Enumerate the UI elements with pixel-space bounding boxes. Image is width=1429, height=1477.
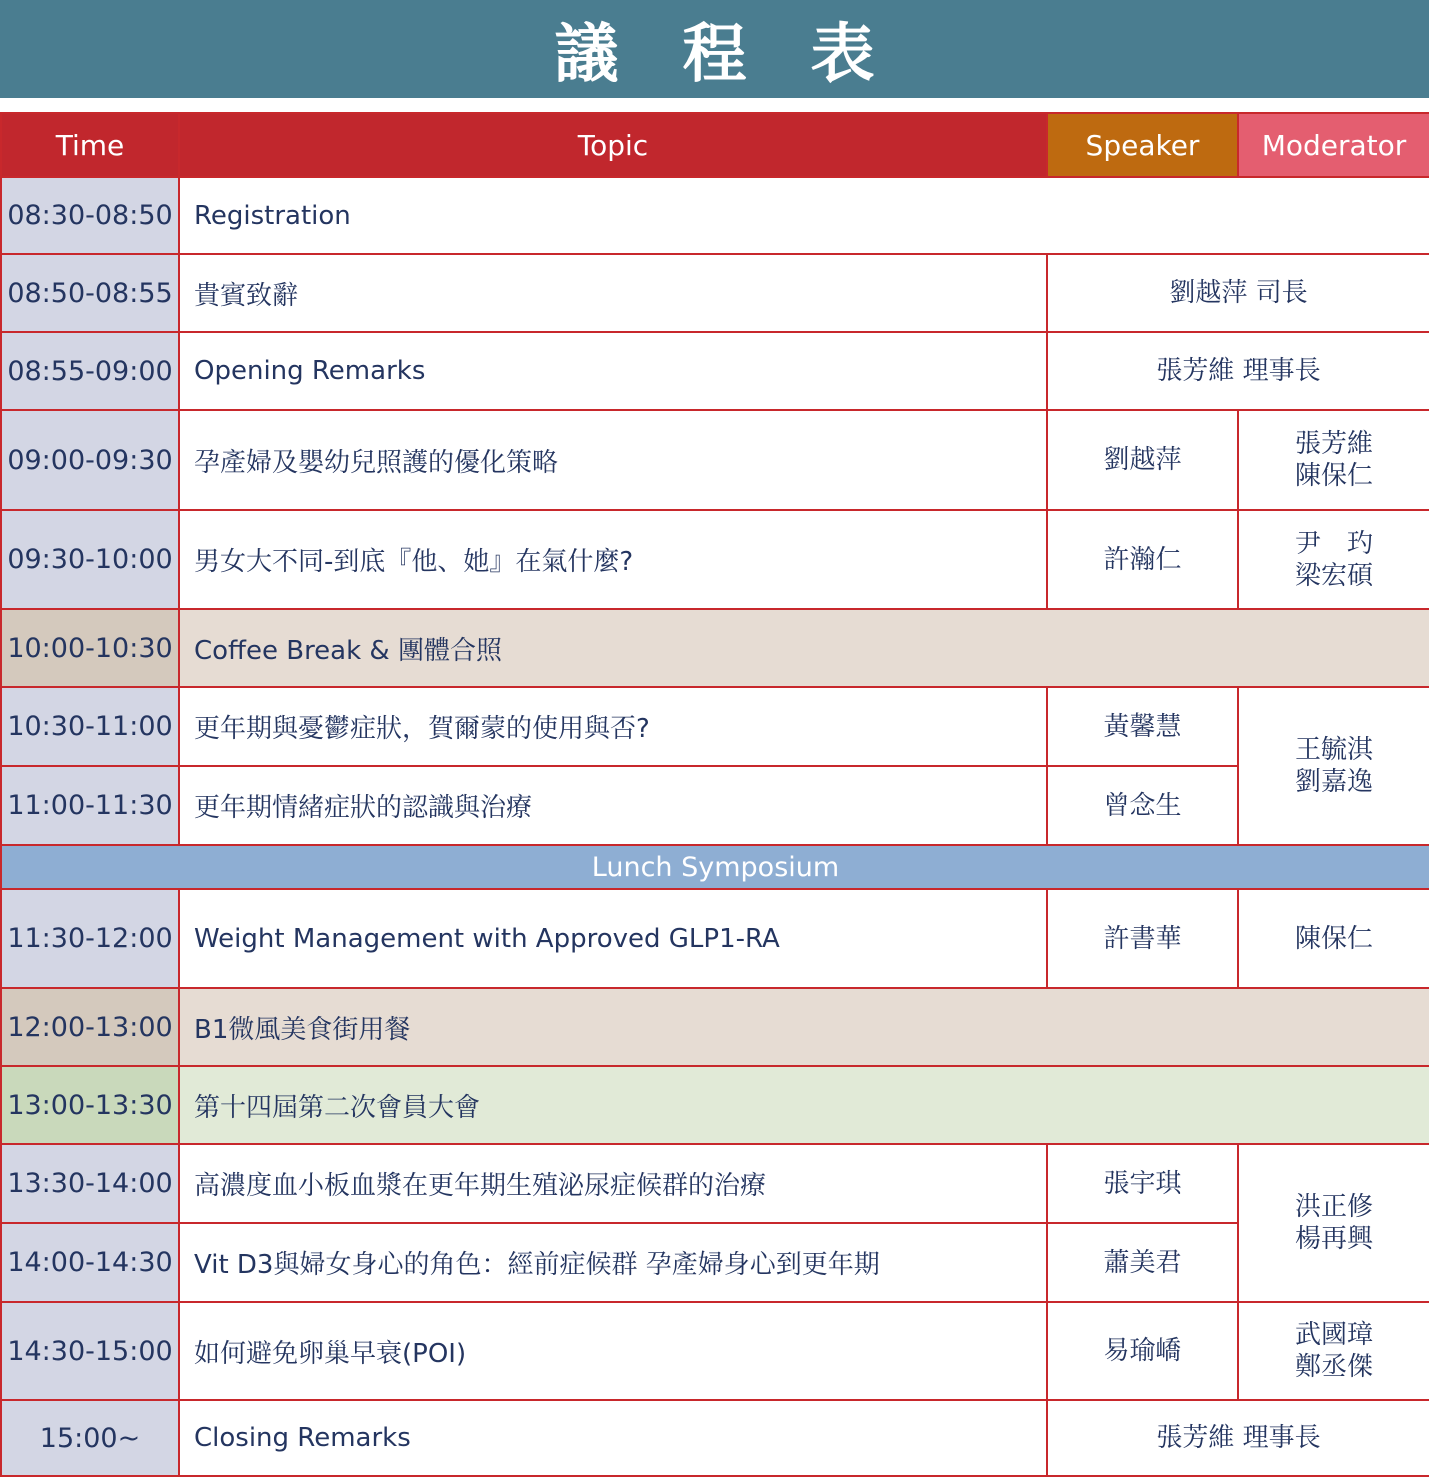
header-speaker: Speaker <box>1047 113 1238 177</box>
row-speaker: 劉越萍 <box>1047 410 1238 510</box>
header-moderator: Moderator <box>1238 113 1429 177</box>
row-moderator <box>1238 1144 1429 1302</box>
row-time: 08:55-09:00 <box>1 332 179 410</box>
moderator-names: 武國璋 鄭丞傑 <box>1294 1320 1373 1382</box>
row-speaker: 易瑜嶠 <box>1047 1302 1238 1400</box>
row-time: 12:00-13:00 <box>1 988 179 1066</box>
table-row <box>1 510 1429 609</box>
row-time: 14:00-14:30 <box>1 1223 179 1302</box>
table-row <box>1 410 1429 510</box>
row-moderator: 陳保仁 <box>1238 889 1429 988</box>
moderator-names: 尹 玓 梁宏碩 <box>1294 528 1373 591</box>
row-time: 14:30-15:00 <box>1 1302 179 1400</box>
lunch-symposium-label: Lunch Symposium <box>1 845 1429 889</box>
table-row <box>1 766 1429 845</box>
row-topic: 更年期情緒症狀的認識與治療 <box>179 766 1047 845</box>
header-topic: Topic <box>179 113 1047 177</box>
row-topic: 孕產婦及嬰幼兒照護的優化策略 <box>179 410 1047 510</box>
table-row <box>1 332 1429 410</box>
header-time: Time <box>1 113 179 177</box>
lunch-band-row <box>1 845 1429 889</box>
row-topic: 男女大不同-到底『他、她』在氣什麼? <box>179 510 1047 609</box>
row-time: 13:00-13:30 <box>1 1066 179 1144</box>
table-row <box>1 1400 1429 1476</box>
row-speaker: 許瀚仁 <box>1047 510 1238 609</box>
row-speaker: 張芳維 理事長 <box>1047 332 1429 410</box>
moderator-names: 王毓淇 劉嘉逸 <box>1294 735 1373 797</box>
row-topic: B1微風美食街用餐 <box>179 988 1429 1066</box>
table-row <box>1 1066 1429 1144</box>
row-topic: 貴賓致辭 <box>179 254 1047 332</box>
row-speaker: 張芳維 理事長 <box>1047 1400 1429 1476</box>
row-time: 15:00~ <box>1 1400 179 1476</box>
table-row <box>1 254 1429 332</box>
row-time: 10:30-11:00 <box>1 687 179 766</box>
row-speaker: 許書華 <box>1047 889 1238 988</box>
moderator-names: 洪正修 楊再興 <box>1294 1192 1373 1254</box>
row-topic: Opening Remarks <box>179 332 1047 410</box>
row-time: 11:00-11:30 <box>1 766 179 845</box>
row-moderator <box>1238 687 1429 845</box>
row-time: 08:30-08:50 <box>1 177 179 254</box>
row-speaker: 黃馨慧 <box>1047 687 1238 766</box>
row-time: 13:30-14:00 <box>1 1144 179 1223</box>
table-row <box>1 1144 1429 1223</box>
table-row <box>1 988 1429 1066</box>
row-time: 10:00-10:30 <box>1 609 179 687</box>
row-topic: 高濃度血小板血漿在更年期生殖泌尿症候群的治療 <box>179 1144 1047 1223</box>
row-speaker: 張宇琪 <box>1047 1144 1238 1223</box>
table-row <box>1 687 1429 766</box>
row-time: 11:30-12:00 <box>1 889 179 988</box>
table-row <box>1 609 1429 687</box>
row-topic: 更年期與憂鬱症狀，賀爾蒙的使用與否? <box>179 687 1047 766</box>
header-row <box>1 113 1429 177</box>
moderator-names: 張芳維 陳保仁 <box>1294 429 1373 491</box>
row-topic: Registration <box>179 177 1429 254</box>
row-speaker: 蕭美君 <box>1047 1223 1238 1302</box>
row-time: 09:00-09:30 <box>1 410 179 510</box>
row-time: 08:50-08:55 <box>1 254 179 332</box>
row-moderator <box>1238 410 1429 510</box>
page-title: 議程表 <box>554 18 939 92</box>
title-bar <box>0 0 1429 98</box>
row-topic: Weight Management with Approved GLP1-RA <box>179 889 1047 988</box>
table-row <box>1 889 1429 988</box>
row-topic: Coffee Break & 團體合照 <box>179 609 1429 687</box>
row-speaker: 曾念生 <box>1047 766 1238 845</box>
row-topic: 第十四屆第二次會員大會 <box>179 1066 1429 1144</box>
agenda-table <box>0 112 1429 1477</box>
table-row <box>1 1302 1429 1400</box>
table-row <box>1 177 1429 254</box>
table-row <box>1 1223 1429 1302</box>
row-time: 09:30-10:00 <box>1 510 179 609</box>
row-topic: Closing Remarks <box>179 1400 1047 1476</box>
row-topic: 如何避免卵巢早衰(POI) <box>179 1302 1047 1400</box>
row-moderator <box>1238 510 1429 609</box>
row-speaker: 劉越萍 司長 <box>1047 254 1429 332</box>
row-moderator <box>1238 1302 1429 1400</box>
row-topic: Vit D3與婦女身心的角色：經前症候群 孕產婦身心到更年期 <box>179 1223 1047 1302</box>
